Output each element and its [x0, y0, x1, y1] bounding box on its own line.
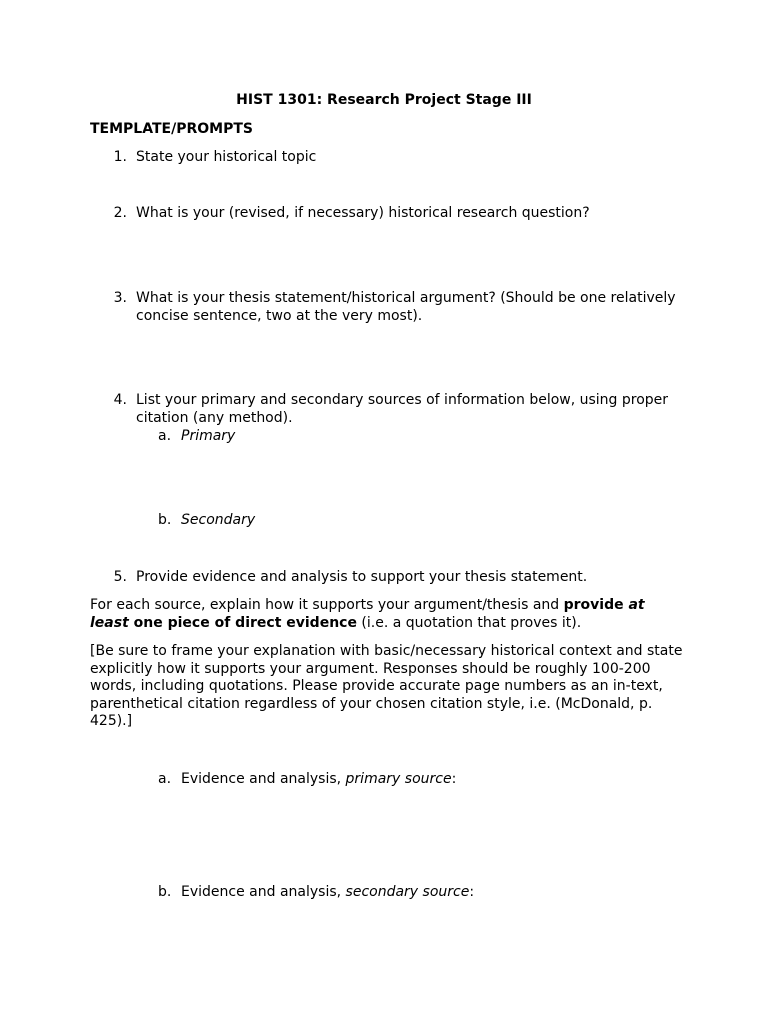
document-title: HIST 1301: Research Project Stage III — [236, 92, 532, 108]
item-3-number: 3. — [113, 290, 127, 306]
instruction-text: For each source, explain how it supports your argument/thesis and — [90, 597, 564, 613]
evidence-a-italic: primary source — [345, 771, 452, 787]
item-1-number: 1. — [113, 149, 127, 165]
item-2-number: 2. — [113, 205, 127, 221]
item-5-text: Provide evidence and analysis to support your thesis statement. — [136, 569, 588, 585]
item-1-text: State your historical topic — [136, 149, 317, 165]
section-heading: TEMPLATE/PROMPTS — [90, 121, 253, 137]
evidence-b-prefix: Evidence and analysis, — [181, 884, 346, 900]
evidence-b-text — [181, 884, 474, 902]
item-4-number: 4. — [113, 392, 127, 408]
evidence-b-letter: b. — [158, 884, 172, 900]
evidence-a-letter: a. — [158, 771, 172, 787]
instruction-bold-provide: provide — [563, 597, 629, 613]
instruction-text-end: (i.e. a quotation that proves it). — [356, 614, 582, 631]
item-4a-letter: a. — [158, 428, 172, 444]
evidence-a-prefix: Evidence and analysis, — [181, 771, 346, 787]
item-4a-text: Primary — [181, 428, 236, 444]
evidence-b-italic: secondary source — [345, 884, 470, 900]
item-5-number: 5. — [113, 569, 127, 585]
instruction-paragraph — [90, 597, 688, 632]
instruction-bold-evidence: one piece of direct evidence — [128, 614, 357, 631]
item-2-text: What is your (revised, if necessary) historical research question? — [136, 205, 590, 221]
item-3-text: What is your thesis statement/historical argument? (Should be one relatively concise sentence, two at the very most). — [136, 290, 676, 324]
note-paragraph: [Be sure to frame your explanation with basic/necessary historical context and state explicitly how it supports your argument. Responses should be roughly 100-200 words, including quotations. Please provide accurate page numbers as an in-text, parenthetical citation regardless of your chosen citation style, i.e. (McDonald, p. 425).] — [90, 643, 683, 729]
evidence-a-suffix: : — [451, 771, 457, 787]
evidence-b-suffix: : — [469, 884, 475, 900]
instruction-bold-at-least: at least — [90, 597, 645, 631]
item-4b-text: Secondary — [181, 512, 256, 528]
evidence-a-text — [181, 771, 456, 789]
item-4b-letter: b. — [158, 512, 172, 528]
item-4-text: List your primary and secondary sources of information below, using proper citation (any method). — [136, 392, 669, 426]
